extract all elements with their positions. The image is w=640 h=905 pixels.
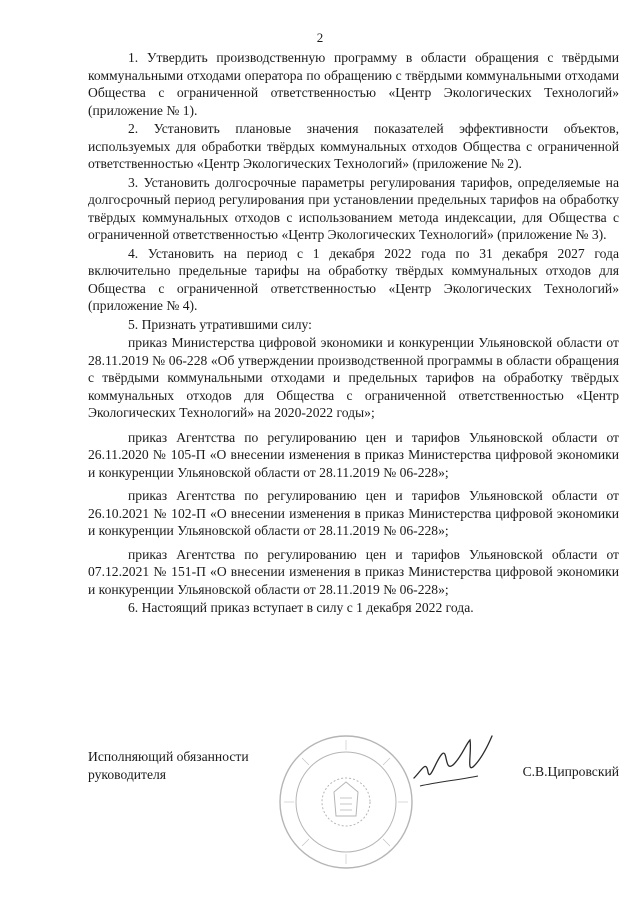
signatory-position: Исполняющий обязанности руководителя [88,749,249,782]
repealed-order-1: приказ Министерства цифровой экономики и конкуренции Ульяновской области от 28.11.2019 № 06-228 «Об утверждении производственной программы в области обращения с твёрдыми коммунальными отходами и предельных тарифов на обработку твёрдых коммунальных отходов для Общества с ограниченной ответственностью «Центр Экологических Технологий» на 2020-2022 годы»; [88,335,619,420]
signature-block [88,740,619,870]
item-6: 6. Настоящий приказ вступает в силу с 1 декабря 2022 года. [128,600,474,615]
repealed-order-4: приказ Агентства по регулированию цен и тарифов Ульяновской области от 07.12.2021 № 151-П «О внесении изменения в приказ Министерства цифровой экономики и конкуренции Ульяновской области от 28.11.2019 № 06-228»; [88,546,619,597]
repealed-order-2: приказ Агентства по регулированию цен и тарифов Ульяновской области от 26.11.2020 № 105-П «О внесении изменения в приказ Министерства цифровой экономики и конкуренции Ульяновской области от 28.11.2019 № 06-228»; [88,429,619,480]
item-1: 1. Утвердить производственную программу в области обращения с твёрдыми коммунальными отходами оператора по обращению с твёрдыми коммунальными отходами Общества с ограниченной ответственностью «Центр Экологических Технологий» (приложение № 1). [88,50,619,118]
page-number: 2 [316,30,324,45]
official-seal-icon [276,732,416,872]
handwritten-signature-icon [408,730,498,795]
item-3: 3. Установить долгосрочные параметры регулирования тарифов, определяемые на долгосрочный период регулирования при установлении предельных тарифов на обработку твёрдых коммунальных отходов с использованием метода индексации, для Общества с ограниченной ответственностью «Центр Экологических Технологий» (приложение № 3). [88,174,619,242]
item-4: 4. Установить на период с 1 декабря 2022 года по 31 декабря 2027 года включительно предельные тарифы на обработку твёрдых коммунальных отходов для Общества с ограниченной ответственностью «Центр Экологических Технологий» (приложение № 4). [88,245,619,313]
item-2: 2. Установить плановые значения показателей эффективности объектов, используемых для обработки твёрдых коммунальных отходов Общества с ограниченной ответственностью «Центр Экологических Технологий» (приложение № 2). [88,121,619,171]
signatory-name: С.В.Ципровский [522,764,619,779]
document-body [88,49,619,617]
item-5: 5. Признать утратившими силу: [128,316,312,332]
repealed-order-3: приказ Агентства по регулированию цен и тарифов Ульяновской области от 26.10.2021 № 102-П «О внесении изменения в приказ Министерства цифровой экономики и конкуренции Ульяновской области от 28.11.2019 № 06-228»; [88,488,619,538]
